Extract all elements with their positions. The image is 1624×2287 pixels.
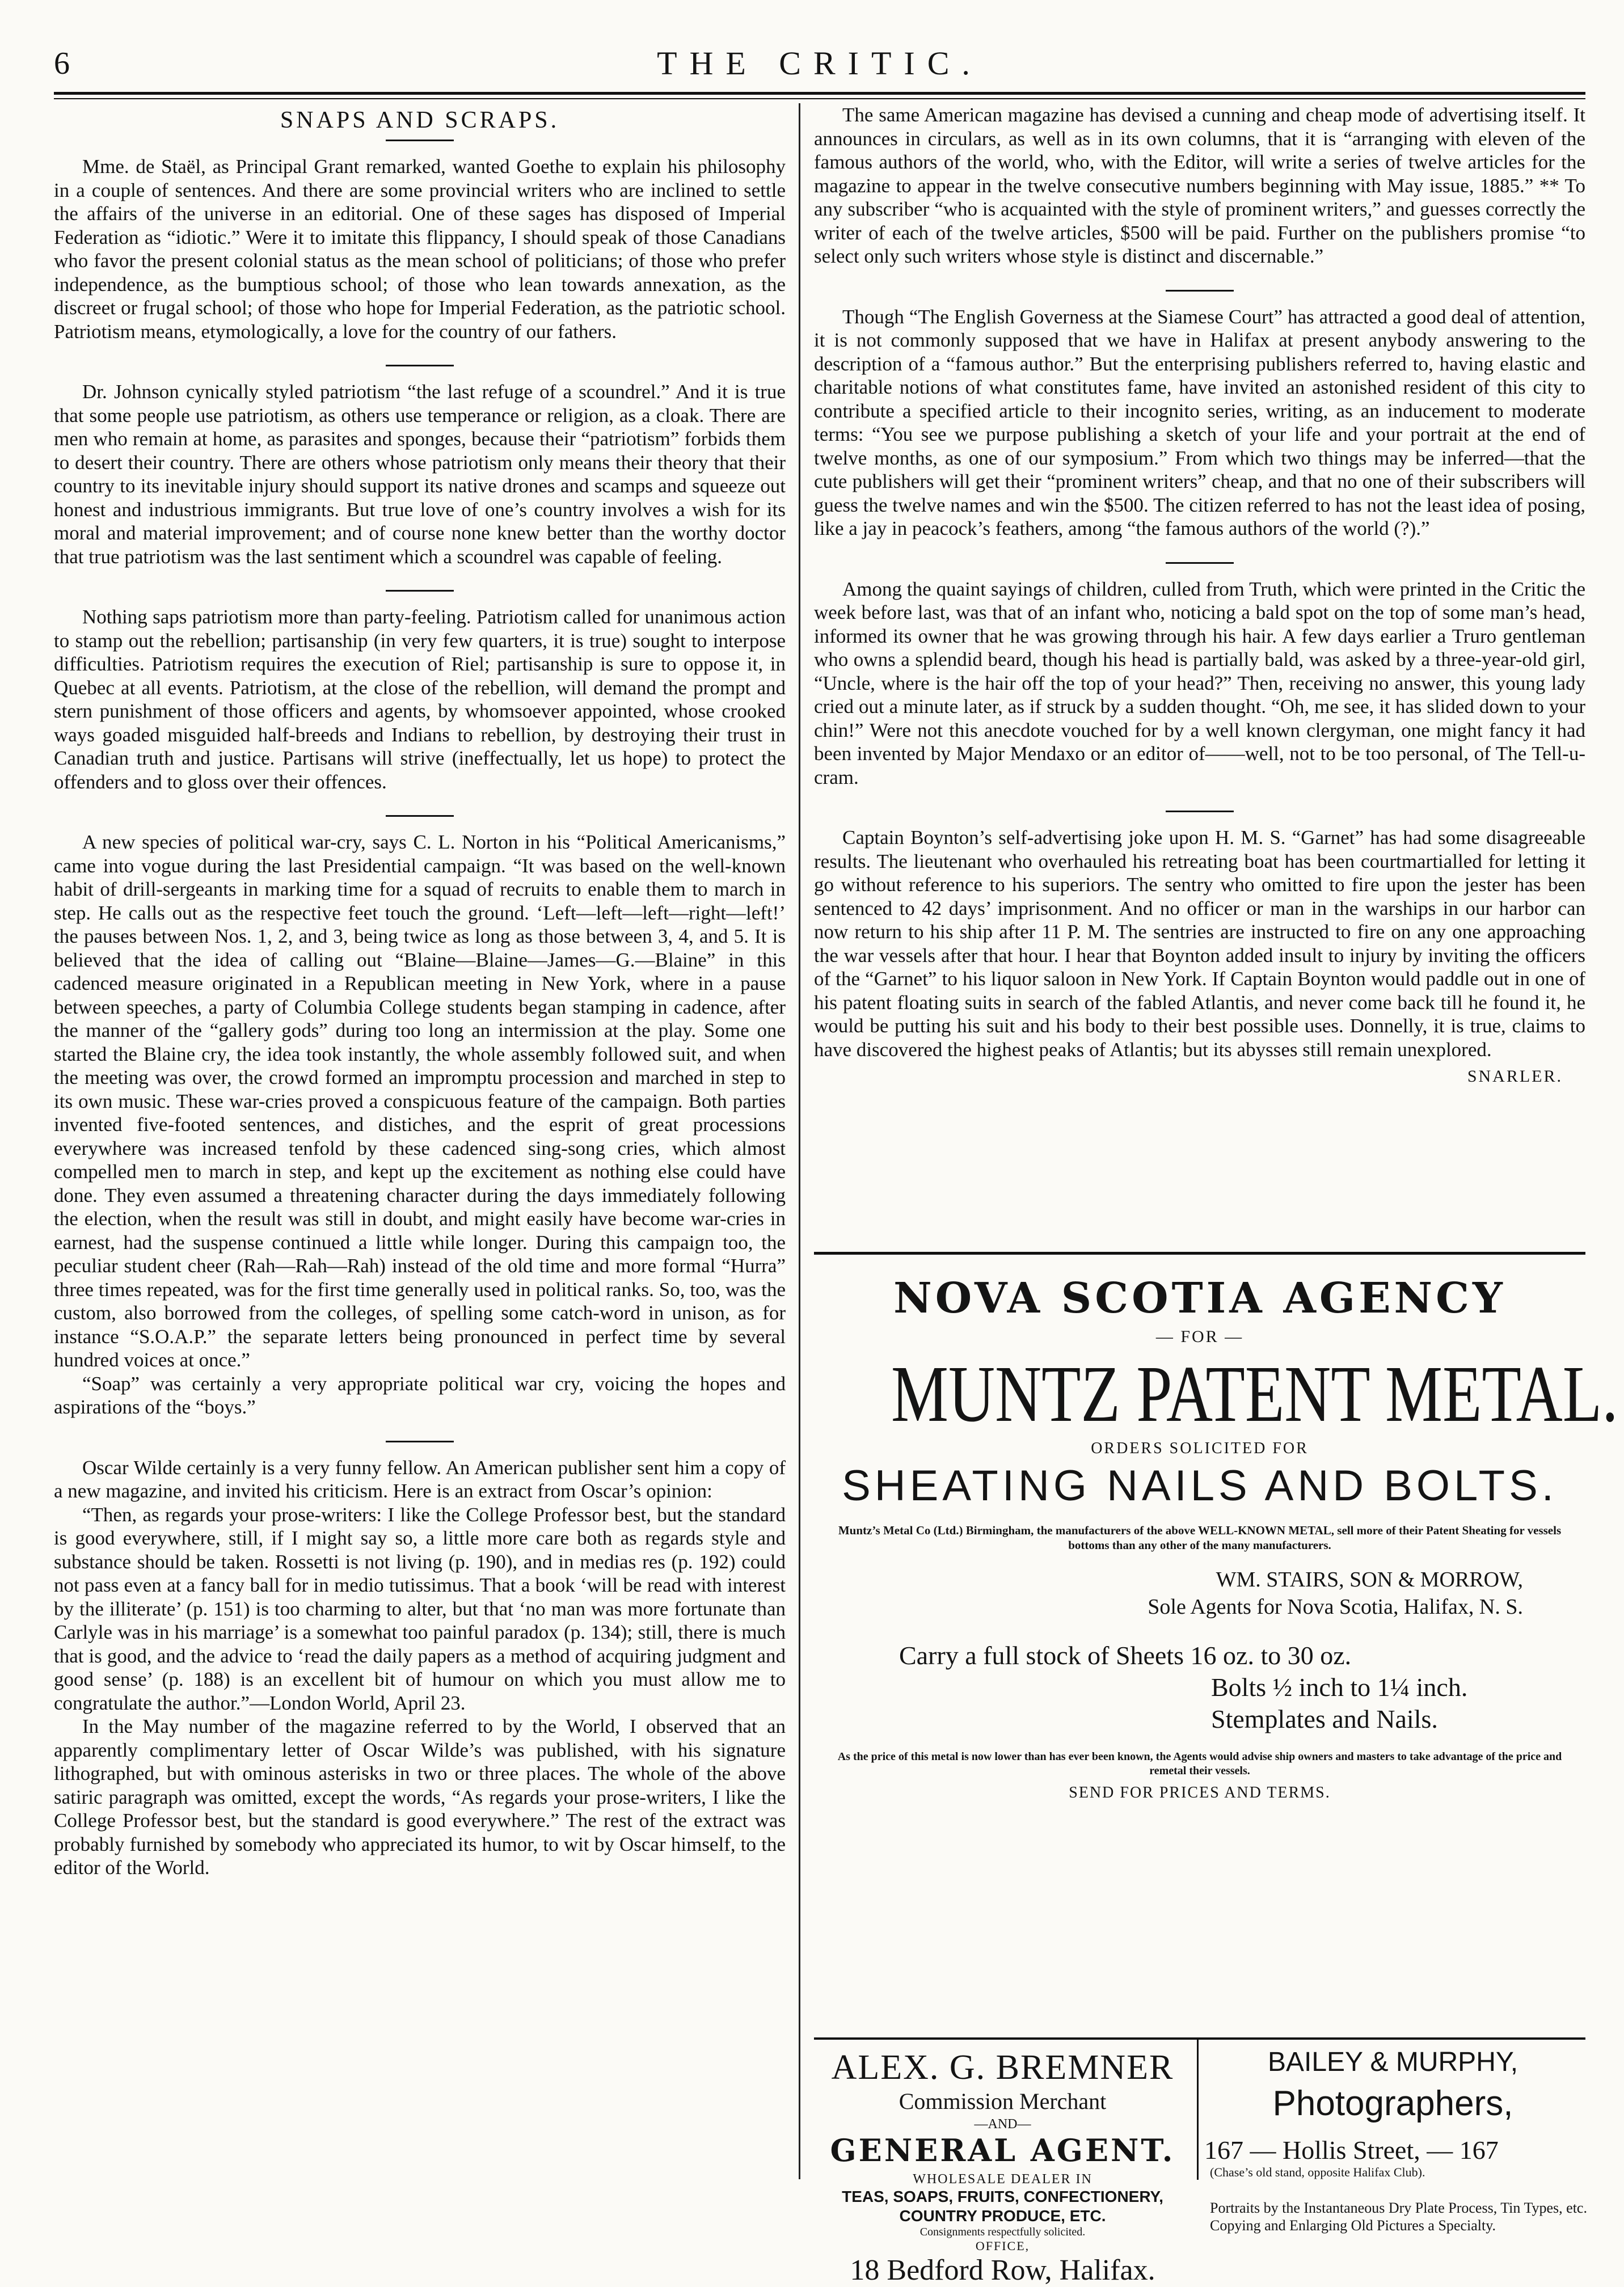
ad-top-rule (814, 1252, 1585, 1255)
bailey-name: BAILEY & MURPHY, (1267, 2047, 1518, 2077)
divider (386, 1441, 454, 1442)
columns (54, 103, 1618, 2286)
paragraph: “Soap” was certainly a very appropriate political war cry, voicing the hopes and aspirations of the “boys.” (54, 1372, 786, 1418)
paragraph: Among the quaint sayings of children, culled from Truth, which were printed in the Critic the week before last, was that of an infant who, noticing a bald spot on the top of some man’s head, informed its owner that he was growing through his hair. A few days earlier a Truro gentleman who owns a splendid beard, though his head is partially bald, was asked by a three-year-old girl, “Uncle, where is the hair off the top of your head?” Then, receiving no answer, this young lady cried out a minute later, as if struck by a sudden thought. “Oh, me see, it has slided down to your chin!” Were not this anecdote vouched for by a well known clergyman, one might fancy it had been invented by Major Mendaxo or an editor of——well, not to be too personal, of The Tell-u-cram. (814, 577, 1585, 788)
ad-orders-label: ORDERS SOLICITED FOR (1091, 1440, 1309, 1457)
newspaper-page (54, 40, 1618, 2286)
ad-manufacturer-note: Muntz’s Metal Co (Ltd.) Birmingham, the manufacturers of the above WELL-KNOWN METAL, sell more of their Patent Sheating for vessels bottoms than any other of the many manufacturers. (838, 1524, 1562, 1552)
ad-stock-line: Bolts ½ inch to 1¼ inch. (1211, 1673, 1468, 1702)
ad-sheating-line: SHEATING NAILS AND BOLTS. (842, 1462, 1558, 1510)
right-column (814, 103, 1618, 2286)
ad-price-note: As the price of this metal is now lower than has ever been known, the Agents would advise ship owners and masters to take advantage of the price and remetal their vessels. (837, 1750, 1562, 1777)
divider (1166, 811, 1234, 812)
column-divider (799, 103, 800, 2179)
ad-agency-title: NOVA SCOTIA AGENCY (893, 1274, 1506, 1323)
ad-agent-name: WM. STAIRS, SON & MORROW, (1216, 1568, 1523, 1592)
ad-product-name: MUNTZ PATENT METAL. (891, 1349, 1618, 1438)
divider (386, 140, 454, 141)
bremner-goods: TEAS, SOAPS, FRUITS, CONFECTIONERY, COUNTRY PRODUCE, ETC. (842, 2188, 1163, 2225)
paragraph: Captain Boynton’s self-advertising joke upon H. M. S. “Garnet” has had some disagreeable results. The lieutenant who overhauled his retreating boat has been courtmartialled for letting it go without reference to his superiors. The sentry who omitted to fire upon the jester has been sentenced to 42 days’ imprisonment. And no officer or man in the warships in our harbor can now return to his ship after 11 P. M. The sentries are instructed to fire on any one approaching the war vessels after that hour. I hear that Boynton added insult to injury by inviting the officers of the “Garnet” to his liquor saloon in New York. If Captain Boynton would paddle out in one of his patent floating suits in search of the fabled Atlantis, and never come back till he found it, he would be putting his suit and his body to their best possible uses. Donnelly, it is true, claims to have discovered the highest peaks of Atlantis; but its abysses still remain unexplored. (814, 826, 1585, 1061)
ad-stock-list (814, 1640, 1585, 1735)
ad-agent-block (814, 1566, 1585, 1621)
divider (386, 365, 454, 366)
paragraph: In the May number of the magazine referred to by the World, I observed that an apparently complimentary letter of Oscar Wilde’s was published, with his signature lithographed, but with ominous asterisks in two or three places. The whole of the above satiric paragraph was omitted, except the words, “As regards your prose-writers, I like the College Professor best, but the standard is good everywhere.” The rest of the extract was probably furnished by somebody who appreciated its humor, to wit by Oscar himself, to the editor of the World. (54, 1715, 786, 1879)
paragraph: Oscar Wilde certainly is a very funny fellow. An American publisher sent him a copy of a new magazine, and invited his criticism. Here is an extract from Oscar’s opinion: (54, 1456, 786, 1502)
quotation: “Then, as regards your prose-writers: I like the College Professor best, but the standard is good everywhere, still, if I might say so, a little more care both as regards style and substance should be taken. Rossetti is not living (p. 190), and in medias res (p. 192) could not pass even at a fancy ball for in medio tutissimus. That a book ‘will be read with interest by the illiterate’ (p. 151) is too charming to alter, but that ‘no man was more fortunate than Carlyle was in his marriage’ is a somewhat too painful paradox (p. 134); still, there is much that is good, and the advice to ‘read the daily papers as a method of acquiring judgment and good sense’ (p. 188) is an excellent bit of humour on which you must allow me to congratulate the author.”—London World, April 23. (54, 1503, 786, 1714)
divider (1166, 290, 1234, 292)
bremner-and: —AND— (974, 2117, 1031, 2132)
bremner-address: 18 Bedford Row, Halifax. (850, 2254, 1155, 2286)
bremner-consign: Consignments respectfully solicited. (919, 2226, 1086, 2238)
page-header (54, 40, 1585, 108)
muntz-metal-advertisement (814, 1252, 1618, 2286)
bailey-role: Photographers, (1272, 2084, 1513, 2123)
divider (1166, 562, 1234, 564)
paragraph: The same American magazine has devised a cunning and cheap mode of advertising itself. It announces in circulars, as well as in its own columns, that it is “arranging with eleven of the famous authors of the world, who, with the Editor, will write a series of twelve articles for the magazine to appear in the twelve consecutive numbers beginning with May issue, 1885.” ** To any subscriber “who is acquainted with the style of prominent writers,” and guesses correctly the writer of each of the twelve articles, $500 will be paid. Further on the publishers promise “to select only such writers whose style is distinct and discernable.” (814, 104, 1585, 267)
divider (386, 590, 454, 592)
ad-for-label: — FOR — (1155, 1327, 1244, 1346)
header-double-rule (54, 92, 1585, 99)
bremner-role: Commission Merchant (899, 2088, 1107, 2114)
section-title: SNAPS AND SCRAPS. (280, 107, 560, 133)
divider (386, 815, 454, 817)
paragraph: Mme. de Staël, as Principal Grant remarked, wanted Goethe to explain his philosophy in a couple of sentences. And there are some provincial writers who are inclined to settle the affairs of the universe in an editorial. One of these sages has disposed of Imperial Federation as “idiotic.” Were it to imitate this flippancy, I should speak of those Canadians who favor the present colonial status as the mean school of politicians; of those who prefer independence, as the bumptious school; of those who lean towards annexation, as the discreet or frugal school; of those who hope for Imperial Federation, as the patriotic school. Patriotism means, etymologically, a love for the country of our fathers. (54, 155, 786, 343)
ad-send-line: SEND FOR PRICES AND TERMS. (1069, 1784, 1331, 1801)
bailey-address: 167 — Hollis Street, — 167 (1204, 2136, 1499, 2164)
ad-stock-line: Carry a full stock of Sheets 16 oz. to 30 oz. (899, 1641, 1352, 1670)
paragraph: Dr. Johnson cynically styled patriotism “the last refuge of a scoundrel.” And it is true that some people use patriotism, as others use temperance or religion, as a cloak. There are men who remain at home, as parasites and sponges, because their “patriotism” forbids them to desert their country. There are others whose patriotism only means their theory that their country to its inevitable injury should support its native drones and scamps and squeeze out honest and industrious immigrants. But true love of one’s country involves a wish for its moral and material improvement; and of course none knew better than the worthy doctor that true patriotism was the last sentiment which a scoundrel was capable of feeling. (54, 381, 786, 568)
signature: SNARLER. (1467, 1067, 1563, 1086)
bailey-location-note: (Chase’s old stand, opposite Halifax Club). (1210, 2165, 1425, 2179)
bremner-ad (814, 2040, 1191, 2286)
paragraph: Though “The English Governess at the Siamese Court” has attracted a good deal of attention, it is not commonly supposed that we have in Halifax at present anybody answering to the description of a “famous author.” But the enterprising publishers referred to, having elastic and charitable notions of what constitutes fame, have invited an astonished resident of this city to contribute a specified article to their incognito series, writing, as an inducement to moderate terms: “You see we purpose publishing a sketch of your life and your portrait at the end of twelve months, as one of our symposium.” From which two things may be inferred—that the cute publishers will get their “prominent writers” cheap, and that no one of their subscribers will guess the twelve names and win the $500. The citizen referred to has not the least idea of posing, like a jay in peacock’s feathers, among “the famous authors of the world (?).” (814, 305, 1585, 539)
bailey-murphy-ad (1197, 2040, 1587, 2234)
bailey-services: Portraits by the Instantaneous Dry Plate Process, Tin Types, etc. Copying and Enlarging Old Pictures a Specialty. (1210, 2200, 1587, 2234)
ad-agent-role: Sole Agents for Nova Scotia, Halifax, N. S. (1148, 1595, 1523, 1619)
left-column (54, 103, 786, 1880)
bremner-office: OFFICE, (975, 2239, 1030, 2253)
bremner-general-agent: GENERAL AGENT. (830, 2132, 1175, 2168)
bremner-name: ALEX. G. BREMNER (831, 2048, 1174, 2087)
masthead: THE CRITIC. (657, 45, 982, 82)
ad-stock-line: Stemplates and Nails. (1211, 1704, 1438, 1733)
page-number: 6 (54, 46, 70, 81)
small-ads (814, 2037, 1587, 2286)
paragraph: Nothing saps patriotism more than party-feeling. Patriotism called for unanimous action to stamp out the rebellion; partisanship (in very few quarters, it is true) sought to interpose difficulties. Patriotism requires the execution of Riel; partisanship is sure to oppose it, in Quebec at all events. Patriotism, at the close of the rebellion, will demand the prompt and stern punishment of those officers and agents, by whomsoever appointed, whose crooked ways goaded misguided half-breeds and Indians to rebellion, by destroying their trust in Canadian truth and justice. Partisans will strive (ineffectually, let us hope) to protect the offenders and to gloss over their offences. (54, 606, 786, 793)
bremner-wholesale: WHOLESALE DEALER IN (913, 2172, 1092, 2187)
paragraph: A new species of political war-cry, says C. L. Norton in his “Political Americanisms,” came into vogue during the last Presidential campaign. “It was based on the well-known habit of drill-sergeants in marking time for a squad of recruits to enable them to march in step. He calls out as the respective feet touch the ground. ‘Left—left—left—right—left!’ the pauses between Nos. 1, 2, and 3, being twice as long as those between 3, 4, and 5. It is believed that the idea of calling out “Blaine—Blaine—James—G.—Blaine” in this cadenced measure originated in a Republican meeting in New York, where in a pause between speeches, a party of Columbia College students began stamping in cadence, after the manner of the “gallery gods” during too long an intermission at the play. Some one started the Blaine cry, the idea took instantly, the whole assembly followed suit, and when the meeting was over, the crowd formed an impromptu procession and marched in step to its own music. These war-cries proved a conspicuous feature of the campaign. Both parties invented five-footed sentences, and distiches, and the esprit of great processions everywhere was increased tenfold by these cadenced sing-song cries, which almost compelled men to march in step, and kept up the excitement as nothing else could have done. They even assumed a threatening character during the days immediately following the election, when the result was still in doubt, and might easily have become war-cries in earnest, had the suspense continued a little while longer. During this campaign too, the peculiar student cheer (Rah—Rah—Rah) instead of the old time and more formal “Hurra” three times repeated, was for the first time generally used in political ranks. So, too, was the custom, also borrowed from the colleges, of spelling some catch-word in unison, as for instance “S.O.A.P.” the separate letters being pronounced in perfect time by several hundred voices at once.” (54, 831, 786, 1371)
